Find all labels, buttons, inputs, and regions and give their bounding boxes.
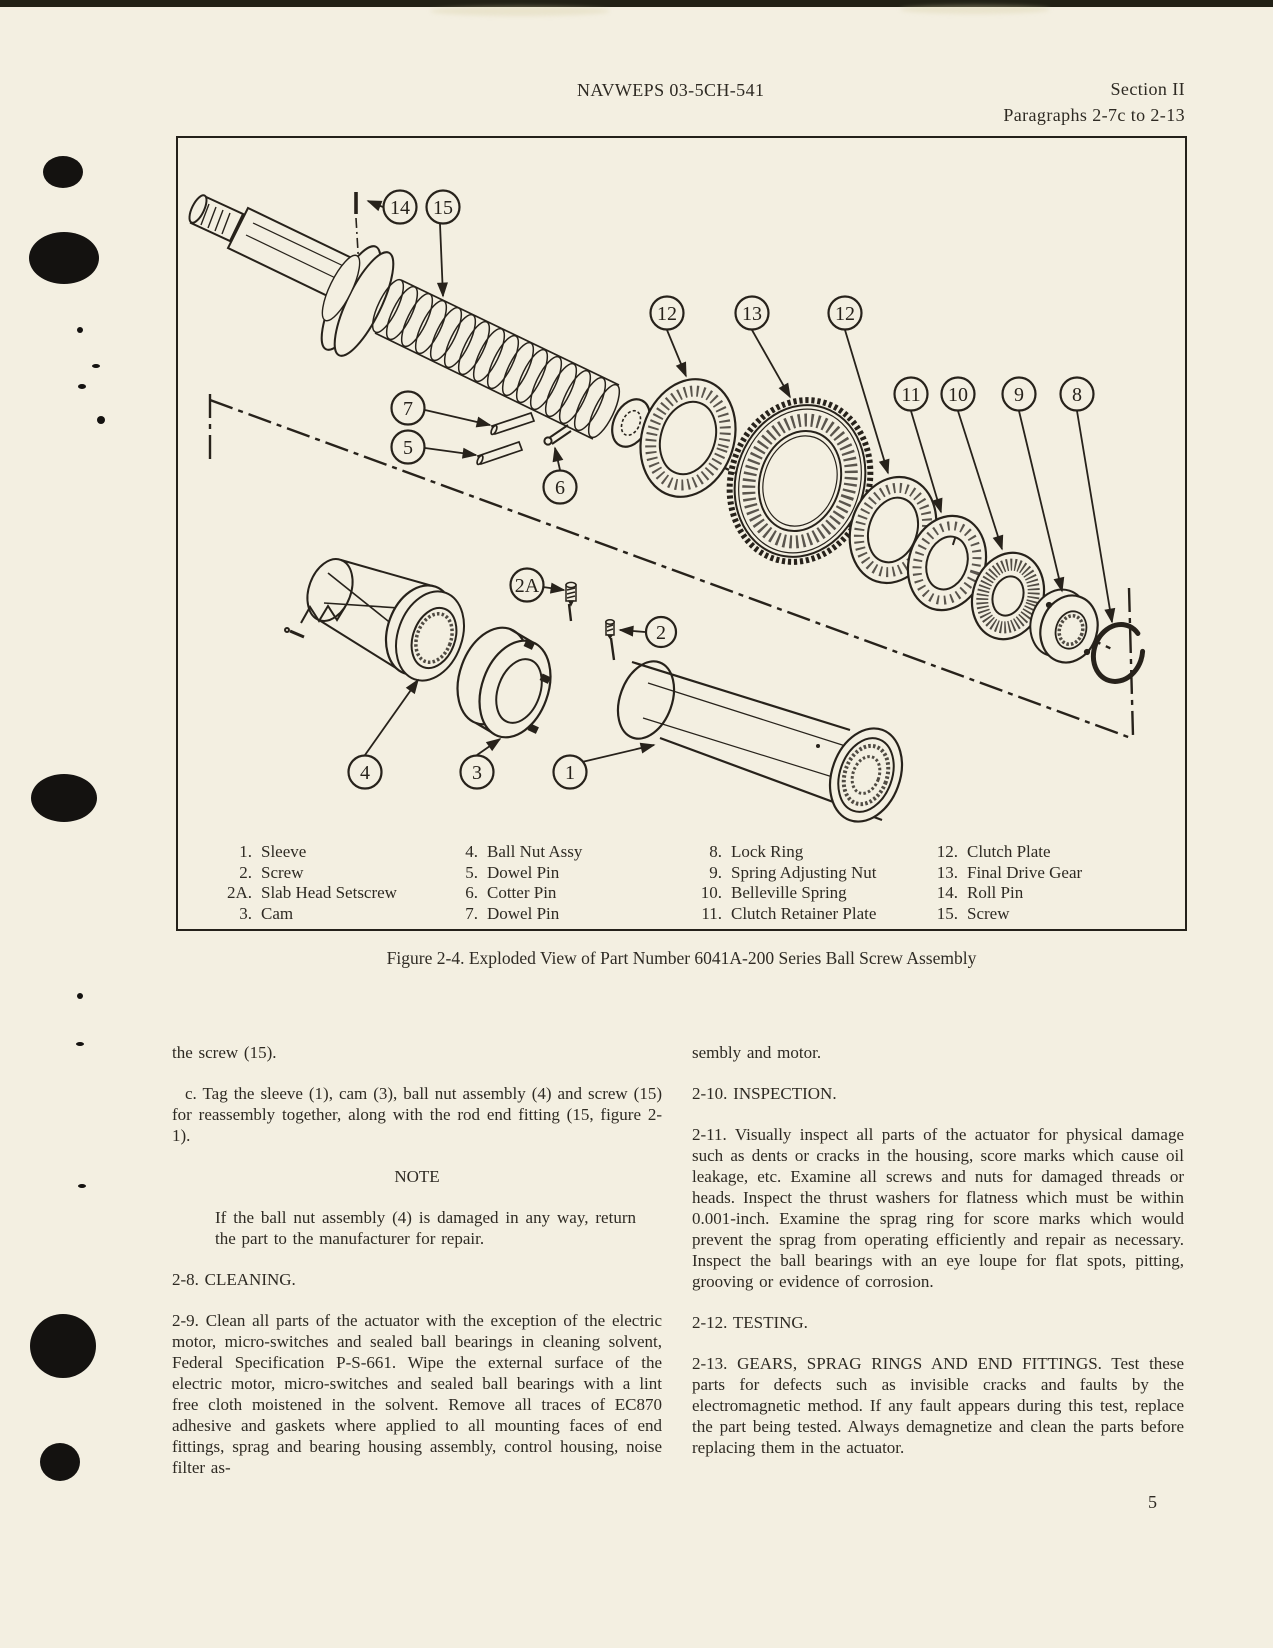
figure-caption: Figure 2-4. Exploded View of Part Number 6041A-200 Series Ball Screw Assembly: [386, 948, 977, 968]
setscrew-2a: [566, 582, 576, 605]
svg-text:11: 11: [901, 384, 921, 406]
svg-text:5: 5: [403, 437, 413, 459]
svg-text:2A: 2A: [514, 575, 540, 597]
binder-hole-mark: [29, 232, 99, 284]
parts-list-entry: 2A. Slab Head Setscrew: [226, 883, 397, 902]
parts-list-entry: 6. Cotter Pin: [465, 883, 557, 902]
svg-text:4: 4: [360, 762, 370, 784]
callout-10: [942, 378, 975, 411]
ink-speck: [76, 1042, 84, 1046]
scan-smudge: [430, 6, 610, 16]
ink-speck: [78, 1184, 86, 1188]
callout-8: [1061, 378, 1094, 411]
callout-13: [736, 297, 769, 330]
binder-hole-mark: [31, 774, 97, 822]
callout-12b: [829, 297, 862, 330]
note-body: If the ball nut assembly (4) is damaged in any way, return the part to the manufacturer for repair.: [215, 1208, 636, 1248]
callout-15: [427, 191, 460, 224]
dowel-pin-7: [490, 413, 534, 435]
document-number: NAVWEPS 03-5CH-541: [577, 80, 765, 100]
svg-text:10: 10: [948, 384, 968, 406]
parts-list-entry: 8. Lock Ring: [709, 842, 804, 861]
svg-text:6: 6: [555, 477, 565, 499]
callout-7: [392, 392, 425, 425]
callout-12a: [651, 297, 684, 330]
figure-2-4-box: [176, 136, 1187, 931]
parts-list-entry: 11. Clutch Retainer Plate: [701, 903, 877, 923]
callout-1: [554, 756, 587, 789]
heading-2-10: 2-10. INSPECTION.: [692, 1084, 837, 1103]
callout-5: [392, 431, 425, 464]
svg-text:12: 12: [835, 303, 855, 325]
svg-text:8: 8: [1072, 384, 1082, 406]
callout-11: [895, 378, 928, 411]
parts-list-column: [922, 842, 1082, 924]
header-right: [1003, 76, 1185, 128]
paragraph-2-9: 2-9. Clean all parts of the actuator with the exception of the electric motor, micro-switches and sealed ball bearings in cleaning solvent, Federal Specification P-S-661. Wipe the external surface of the electric motor, micro-switches and sealed ball bearings with a lint free cloth moistened in the solvent. Remove all traces of EC870 adhesive and gaskets where applied to all mounting faces of end fittings, sprag and bearing housing assembly, control housing, noise filter as-: [172, 1311, 662, 1477]
svg-text:14: 14: [390, 197, 410, 219]
svg-text:1: 1: [565, 762, 575, 784]
callout-14: [384, 191, 417, 224]
svg-text:9: 9: [1014, 384, 1024, 406]
ink-speck: [78, 384, 86, 389]
scan-edge-strip: [0, 0, 1273, 7]
text-column-right: [692, 1042, 1184, 1478]
callout-3: [461, 756, 494, 789]
ink-speck: [77, 993, 83, 999]
parts-list-column: [216, 842, 397, 924]
dowel-pin-5: [476, 442, 522, 465]
parts-list-entry: 12. Clutch Plate: [936, 842, 1051, 861]
setscrew-2: [606, 620, 614, 638]
heading-2-8: 2-8. CLEANING.: [172, 1270, 296, 1289]
parts-list-column: [442, 842, 582, 924]
binder-hole-mark: [43, 156, 83, 188]
svg-text:2: 2: [656, 622, 666, 644]
clutch-plate-1: [626, 367, 751, 510]
sleeve: [608, 654, 914, 832]
exploded-view-diagram: [178, 138, 1185, 929]
heading-2-12: 2-12. TESTING.: [692, 1313, 808, 1332]
paragraph-2-13: 2-13. GEARS, SPRAG RINGS AND END FITTINGS. Test these parts for defects such as invisible cracks and faults by the electromagnetic method. If any fault appears during this test, replace the part being tested. Always demagnetize and clean the parts before replacing them in the actuator.: [692, 1354, 1184, 1457]
callout-4: [349, 756, 382, 789]
ball-nut-assy: [285, 553, 476, 690]
svg-text:7: 7: [403, 398, 413, 420]
parts-list-entry: 4. Ball Nut Assy: [465, 842, 583, 861]
callout-2a: [511, 569, 544, 602]
parts-list-entry: 7. Dowel Pin: [465, 903, 560, 923]
page-number: 5: [1148, 1492, 1157, 1512]
callout-2: [646, 617, 676, 647]
lock-ring: [1093, 625, 1142, 682]
paragraph-2-7c: c. Tag the sleeve (1), cam (3), ball nut assembly (4) and screw (15) for reassembly together, along with the rod end fitting (15, figure 2-1).: [172, 1084, 662, 1145]
parts-list: [178, 842, 1185, 928]
paragraph-continuation: sembly and motor.: [692, 1043, 822, 1062]
binder-hole-mark: [30, 1314, 96, 1378]
parts-list-entry: 15. Screw: [936, 903, 1010, 923]
svg-text:15: 15: [433, 197, 453, 219]
parts-list-entry: 5. Dowel Pin: [465, 862, 560, 882]
text-column-left: [172, 1042, 662, 1498]
ink-speck: [77, 327, 83, 333]
parts-list-entry: 3. Cam: [239, 903, 294, 923]
section-label: Section II: [1110, 79, 1185, 99]
scan-smudge: [900, 5, 1050, 14]
binder-hole-mark: [40, 1443, 80, 1481]
ink-speck: [97, 416, 105, 424]
cotter-pin: [544, 425, 571, 445]
parts-list-entry: 1. Sleeve: [239, 842, 307, 861]
parts-list-entry: 9. Spring Adjusting Nut: [709, 862, 877, 882]
parts-list-entry: 14. Roll Pin: [936, 883, 1024, 902]
paragraph-continuation: the screw (15).: [172, 1043, 277, 1062]
svg-text:3: 3: [472, 762, 482, 784]
callout-9: [1003, 378, 1036, 411]
parts-list-entry: 10. Belleville Spring: [700, 883, 847, 902]
parts-list-entry: 2. Screw: [239, 862, 304, 882]
ink-speck: [92, 364, 100, 368]
svg-text:12: 12: [657, 303, 677, 325]
note-title: NOTE: [394, 1167, 440, 1186]
callout-6: [544, 471, 577, 504]
parts-list-entry: 13. Final Drive Gear: [936, 862, 1083, 882]
parts-list-column: [686, 842, 876, 924]
paragraph-2-11: 2-11. Visually inspect all parts of the actuator for physical damage such as dents or cracks in the housing, score marks which cause oil leakage, etc. Examine all screws and nuts for damaged threads or heads. Inspect the thrust washers for flatness which must be within 0.001-inch. Examine the sprag ring for score marks which would prevent the sprag from operating efficiently and repair as necessary. Inspect the ball bearings with an eye loupe for flat spots, pitting, grooving or evidence of corrosion.: [692, 1125, 1184, 1291]
svg-text:13: 13: [742, 303, 762, 325]
paragraph-range: Paragraphs 2-7c to 2-13: [1003, 105, 1185, 125]
